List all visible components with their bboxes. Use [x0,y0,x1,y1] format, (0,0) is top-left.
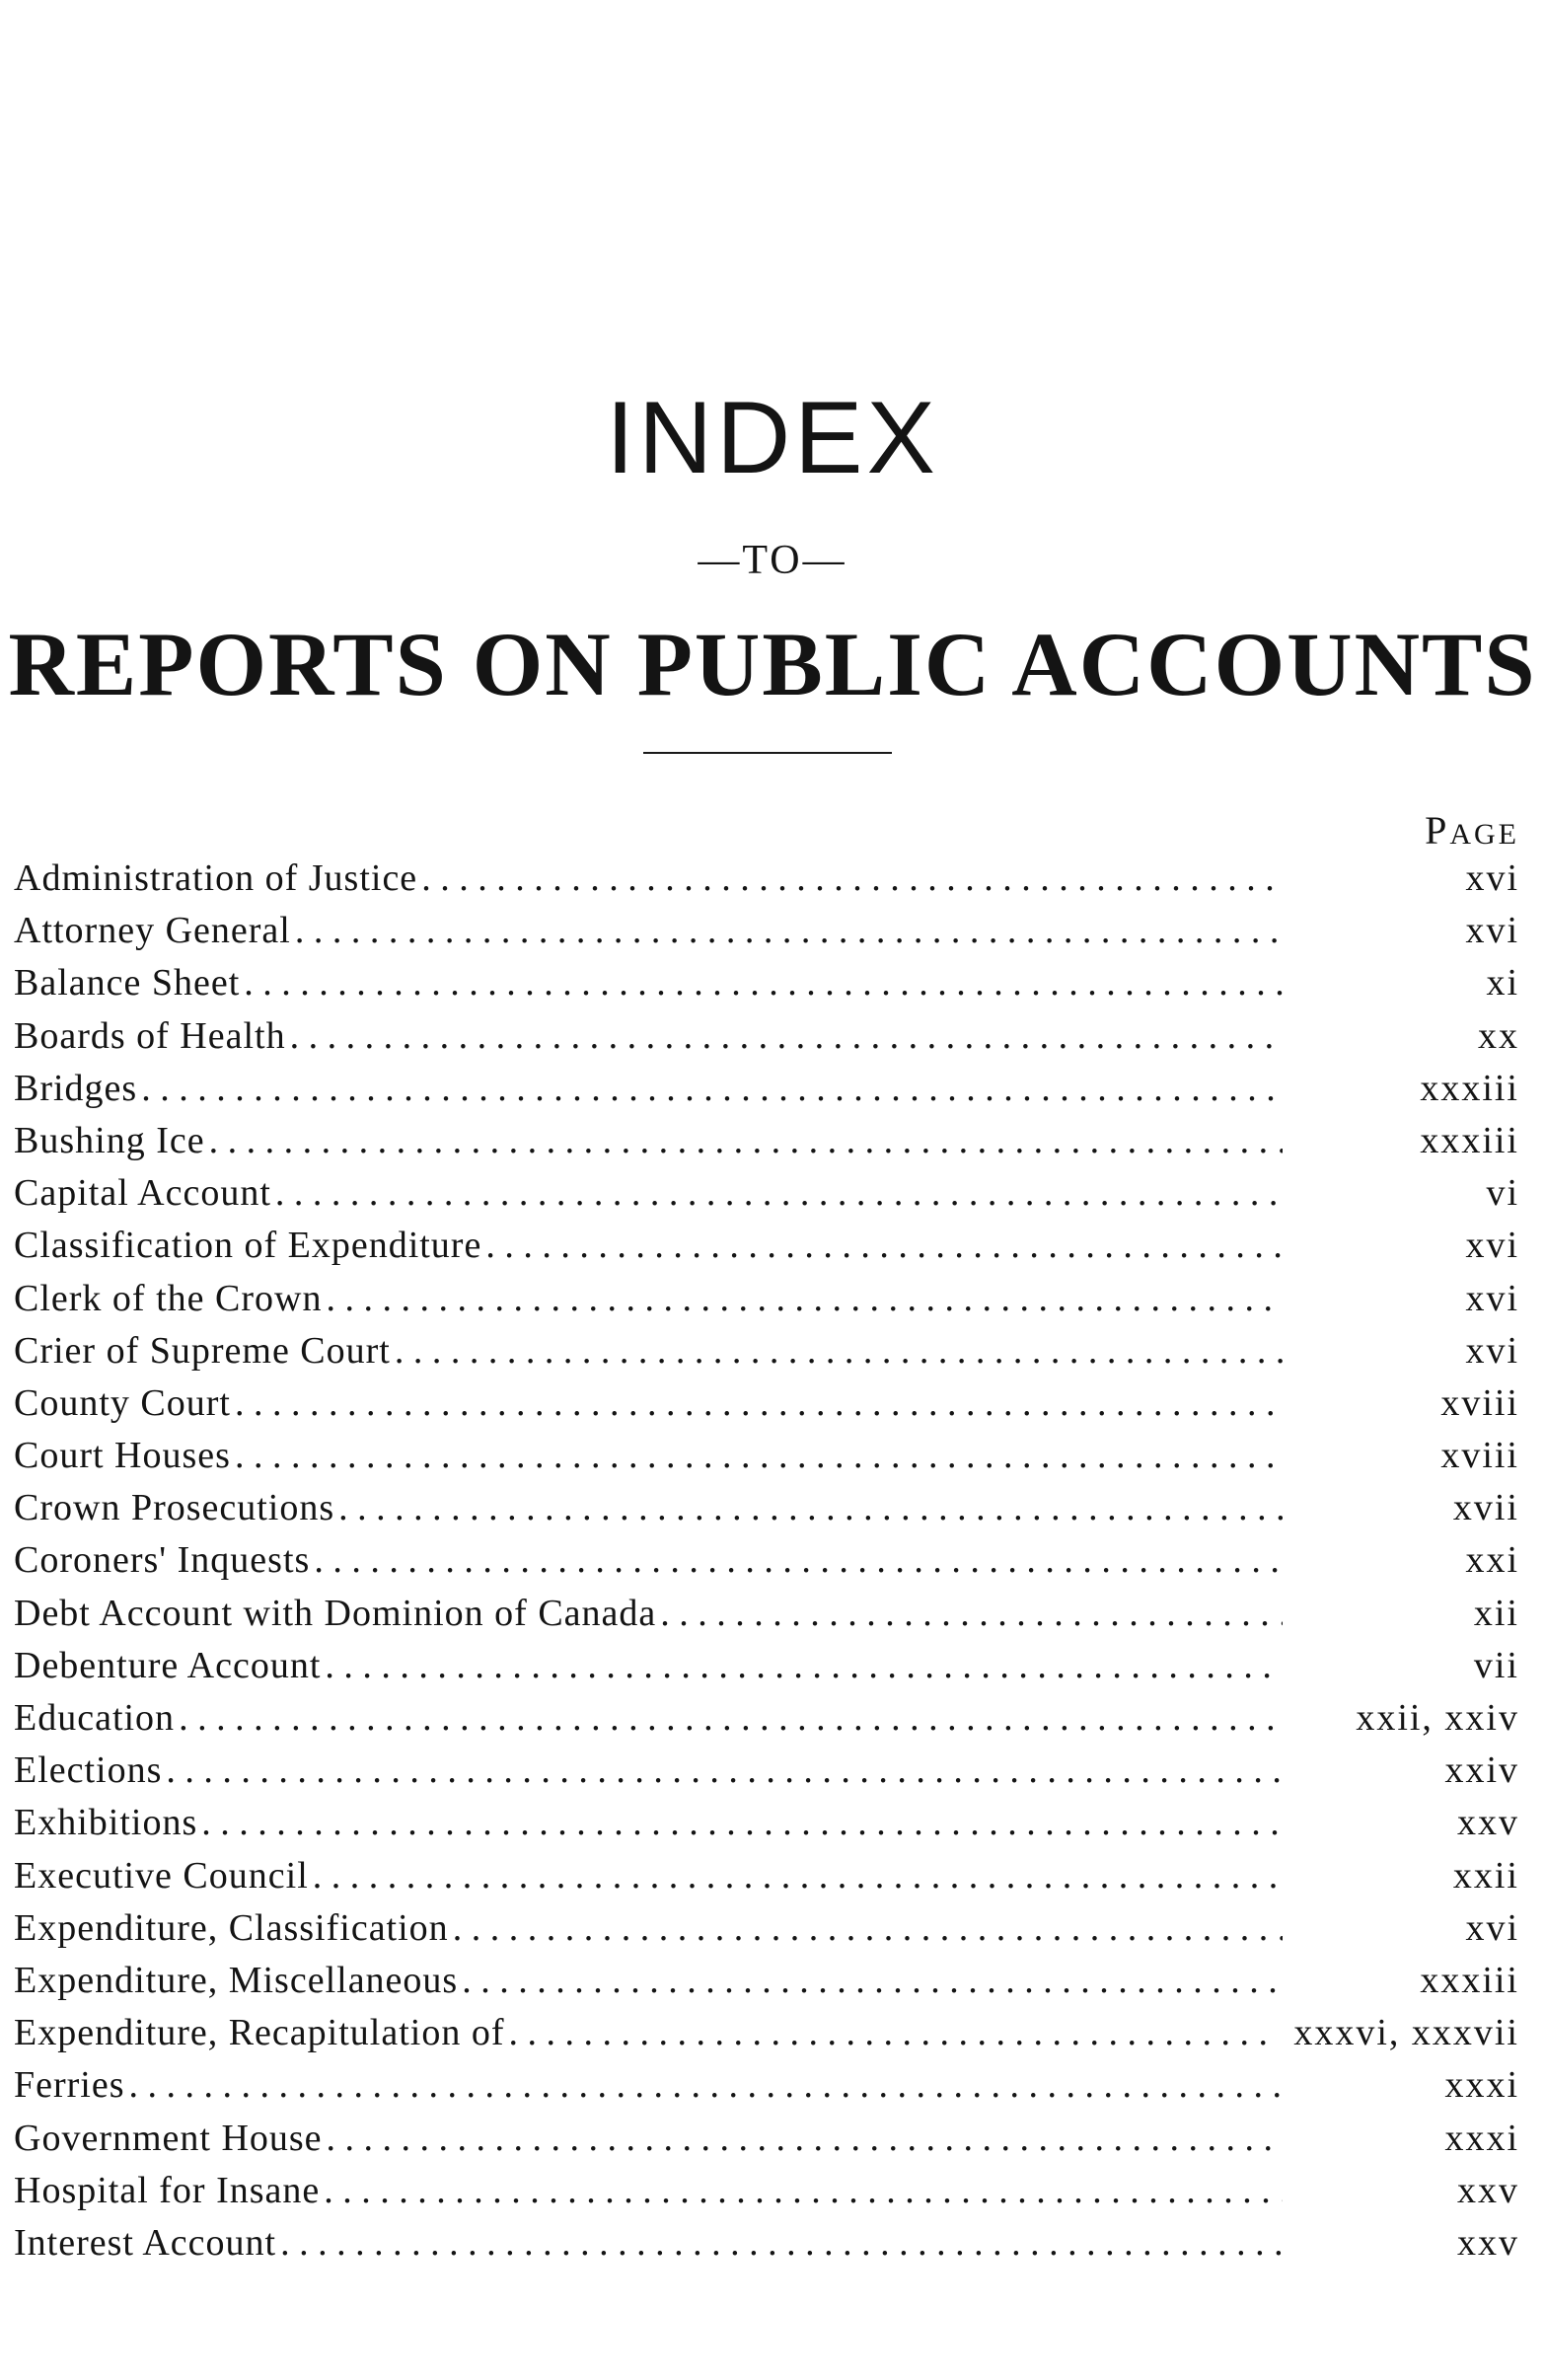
entry-label: Expenditure, Miscellaneous [14,1959,459,2001]
dot-leader [291,905,1283,957]
index-entry [14,2059,1519,2112]
index-entry [14,1534,1519,1587]
entry-label: Court Houses [14,1435,231,1477]
dot-leader [323,2113,1283,2165]
dot-leader [231,1430,1283,1482]
entry-page: vii [1473,1644,1519,1686]
index-subtitle: REPORTS ON PUBLIC ACCOUNTS [8,614,1537,714]
index-entry [14,905,1519,957]
index-entry [14,2113,1519,2165]
index-entry [14,1640,1519,1692]
dot-leader [449,1902,1283,1955]
entry-label: Exhibitions [14,1802,198,1844]
index-entry [14,1010,1519,1063]
dot-leader [125,2059,1283,2112]
entry-label: County Court [14,1381,231,1424]
dot-leader [391,1325,1283,1377]
index-entry [14,2217,1519,2269]
dot-leader [175,1692,1283,1745]
index-entry [14,853,1519,905]
entry-page: vi [1486,1172,1519,1215]
entry-page: xxxiii [1420,1959,1519,2001]
index-entry [14,957,1519,1009]
entry-label: Expenditure, Recapitulation of [14,2012,505,2054]
entry-page: xxxi [1444,2064,1519,2107]
entry-label: Government House [14,2117,323,2159]
entry-page: xxxiii [1420,1067,1519,1109]
entry-label: Clerk of the Crown [14,1277,323,1319]
index-title: INDEX [606,381,939,495]
dot-leader [309,1850,1283,1902]
entry-label: Crier of Supreme Court [14,1329,391,1372]
index-entry [14,1167,1519,1220]
entry-page: xviii [1440,1381,1519,1424]
entry-page: xxiv [1444,1749,1519,1792]
entry-label: Hospital for Insane [14,2169,321,2211]
dot-leader [205,1115,1283,1167]
entry-label: Education [14,1697,176,1739]
entry-page: xviii [1440,1435,1519,1477]
title-connector: —TO— [698,538,847,583]
entry-page: xvi [1465,910,1519,952]
index-entry [14,1115,1519,1167]
entry-label: Balance Sheet [14,962,241,1004]
dot-leader [240,957,1283,1009]
index-entry [14,2007,1519,2059]
entry-label: Interest Account [14,2221,277,2264]
entry-page: xxv [1457,1802,1519,1844]
dot-leader [197,1797,1283,1849]
entry-label: Classification of Expenditure [14,1225,482,1267]
index-entry [14,1745,1519,1797]
entry-label: Capital Account [14,1172,271,1215]
index-entry [14,2165,1519,2217]
entry-page: xxxvi, xxxvii [1293,2012,1519,2054]
entry-label: Bridges [14,1067,138,1109]
dot-leader [320,2165,1283,2217]
entry-label: Ferries [14,2064,125,2107]
entry-label: Elections [14,1749,163,1792]
index-entry [14,1850,1519,1902]
entry-page: xii [1473,1592,1519,1634]
dot-leader [321,1640,1283,1692]
entry-label: Debt Account with Dominion of Canada [14,1592,657,1634]
entry-label: Crown Prosecutions [14,1487,335,1529]
entry-label: Boards of Health [14,1014,286,1057]
entry-page: xx [1478,1014,1519,1057]
index-entry [14,1220,1519,1272]
entry-label: Expenditure, Classification [14,1906,449,1949]
dot-leader [458,1955,1283,2007]
entry-page: xxxi [1444,2117,1519,2159]
dot-leader [162,1745,1283,1797]
dot-leader [334,1482,1283,1534]
entry-label: Executive Council [14,1854,309,1897]
index-entry [14,1588,1519,1640]
index-entry [14,1797,1519,1849]
entry-page: xvi [1465,1906,1519,1949]
index-entry [14,1377,1519,1430]
entry-page: xxii [1452,1854,1519,1897]
dot-leader [417,853,1283,905]
title-divider [643,752,892,754]
entry-label: Administration of Justice [14,857,418,899]
dot-leader [231,1377,1283,1430]
entry-page: xvi [1465,1329,1519,1372]
entry-page: xi [1486,962,1519,1004]
entry-label: Attorney General [14,910,291,952]
index-entry [14,1902,1519,1955]
entry-label: Coroners' Inquests [14,1539,311,1582]
entry-page: xvi [1465,1225,1519,1267]
dot-leader [481,1220,1283,1272]
index-entry [14,1273,1519,1325]
index-entry [14,1063,1519,1115]
page-column-label: PAGE [1425,808,1519,853]
dot-leader [656,1588,1283,1640]
index-entry [14,1955,1519,2007]
entry-page: xvi [1465,857,1519,899]
entry-page: xxxiii [1420,1119,1519,1161]
entry-page: xxii, xxiv [1356,1697,1519,1739]
index-entries [14,853,1519,2269]
index-entry [14,1325,1519,1377]
entry-label: Debenture Account [14,1644,322,1686]
dot-leader [286,1010,1283,1063]
dot-leader [504,2007,1280,2059]
entry-page: xvii [1452,1487,1519,1529]
entry-page: xxi [1465,1539,1519,1582]
index-entry [14,1692,1519,1745]
entry-page: xvi [1465,1277,1519,1319]
dot-leader [271,1167,1283,1220]
index-entry [14,1482,1519,1534]
entry-page: xxv [1457,2221,1519,2264]
entry-label: Bushing Ice [14,1119,205,1161]
dot-leader [276,2217,1283,2269]
index-entry [14,1430,1519,1482]
dot-leader [310,1534,1283,1587]
dot-leader [137,1063,1283,1115]
entry-page: xxv [1457,2169,1519,2211]
dot-leader [322,1273,1283,1325]
